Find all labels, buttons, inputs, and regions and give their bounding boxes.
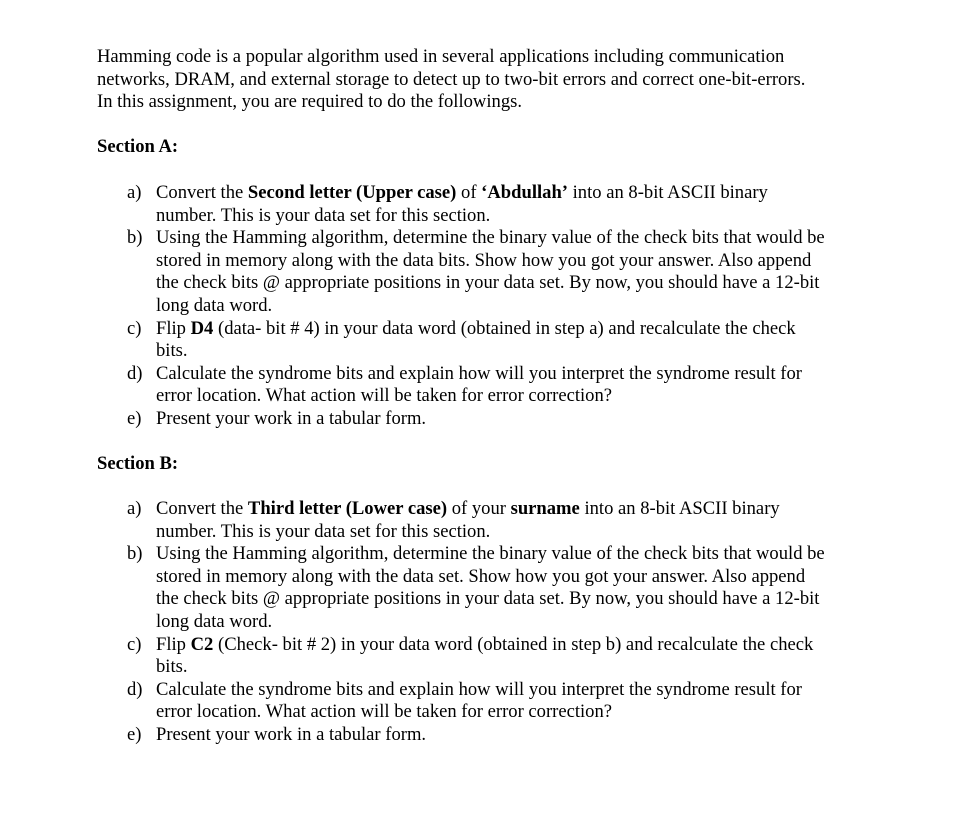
list-item — [127, 227, 887, 317]
item-text: Convert the — [156, 498, 248, 519]
list-item — [127, 724, 887, 747]
item-line — [156, 498, 887, 521]
list-marker: b) — [127, 227, 143, 249]
item-line — [156, 318, 887, 341]
item-line: the check bits @ appropriate positions in your data set. By now, you should have a 12-bit — [156, 272, 820, 294]
list-item — [127, 498, 887, 543]
item-line: Calculate the syndrome bits and explain how will you interpret the syndrome result for — [156, 678, 802, 700]
list-item — [127, 363, 887, 408]
list-item — [127, 318, 887, 363]
list-marker: e) — [127, 407, 142, 429]
item-text: of your — [447, 498, 511, 519]
list-item — [127, 182, 887, 227]
section-b-list — [127, 498, 887, 747]
item-text: Flip — [156, 633, 191, 655]
list-marker: b) — [127, 543, 143, 565]
item-text: into an 8-bit ASCII binary — [579, 498, 780, 519]
list-marker: a) — [127, 498, 142, 519]
section-a-heading: Section A: — [97, 136, 179, 157]
item-text: of — [456, 182, 482, 203]
item-text: Flip — [156, 317, 191, 339]
item-line: long data word. — [156, 610, 273, 632]
item-line: long data word. — [156, 294, 273, 316]
item-emphasis: Second letter (Upper case) — [247, 182, 457, 203]
section-b-heading: Section B: — [97, 453, 179, 474]
item-text: (Check- bit # 2) in your data word (obtained in step b) and recalculate the check — [213, 633, 814, 655]
item-line: number. This is your data set for this section. — [156, 520, 491, 542]
item-line: Using the Hamming algorithm, determine the binary value of the check bits that would be — [156, 543, 825, 565]
list-marker: d) — [127, 362, 143, 384]
item-text: (data- bit # 4) in your data word (obtained in step a) and recalculate the check — [213, 317, 796, 339]
list-marker: d) — [127, 678, 143, 700]
list-item — [127, 543, 887, 633]
item-text: into an 8-bit ASCII binary — [567, 182, 768, 203]
item-line — [156, 182, 887, 205]
intro-line: In this assignment, you are required to do the followings. — [97, 91, 522, 113]
item-line: bits. — [156, 340, 188, 362]
list-marker: c) — [127, 317, 142, 339]
item-line: error location. What action will be taken for error correction? — [156, 385, 613, 407]
item-line: error location. What action will be taken for error correction? — [156, 701, 613, 723]
list-marker: e) — [127, 723, 142, 745]
list-item — [127, 408, 887, 431]
intro-line: Hamming code is a popular algorithm used in several applications including communication — [97, 46, 785, 67]
list-item — [127, 679, 887, 724]
item-emphasis: surname — [510, 498, 580, 519]
item-text: Convert the — [156, 182, 248, 203]
item-line: number. This is your data set for this section. — [156, 204, 491, 226]
list-marker: a) — [127, 182, 142, 203]
item-line: the check bits @ appropriate positions in your data set. By now, you should have a 12-bit — [156, 588, 820, 610]
list-marker: c) — [127, 633, 142, 655]
item-line: Present your work in a tabular form. — [156, 407, 427, 429]
item-line: Using the Hamming algorithm, determine the binary value of the check bits that would be — [156, 227, 825, 249]
item-emphasis: ‘Abdullah’ — [481, 182, 568, 203]
item-line: Calculate the syndrome bits and explain how will you interpret the syndrome result for — [156, 362, 802, 384]
item-emphasis: D4 — [190, 317, 214, 339]
item-line: bits. — [156, 656, 188, 678]
intro-line: networks, DRAM, and external storage to detect up to two-bit errors and correct one-bit-errors. — [97, 68, 806, 90]
item-emphasis: C2 — [190, 633, 214, 655]
section-a-list — [127, 182, 887, 431]
list-item — [127, 634, 887, 679]
item-line — [156, 634, 887, 657]
item-line: Present your work in a tabular form. — [156, 723, 427, 745]
item-emphasis: Third letter (Lower case) — [247, 498, 448, 519]
intro-paragraph — [97, 46, 897, 114]
item-line: stored in memory along with the data set. Show how you got your answer. Also append — [156, 565, 806, 587]
item-line: stored in memory along with the data bits. Show how you got your answer. Also append — [156, 249, 812, 271]
